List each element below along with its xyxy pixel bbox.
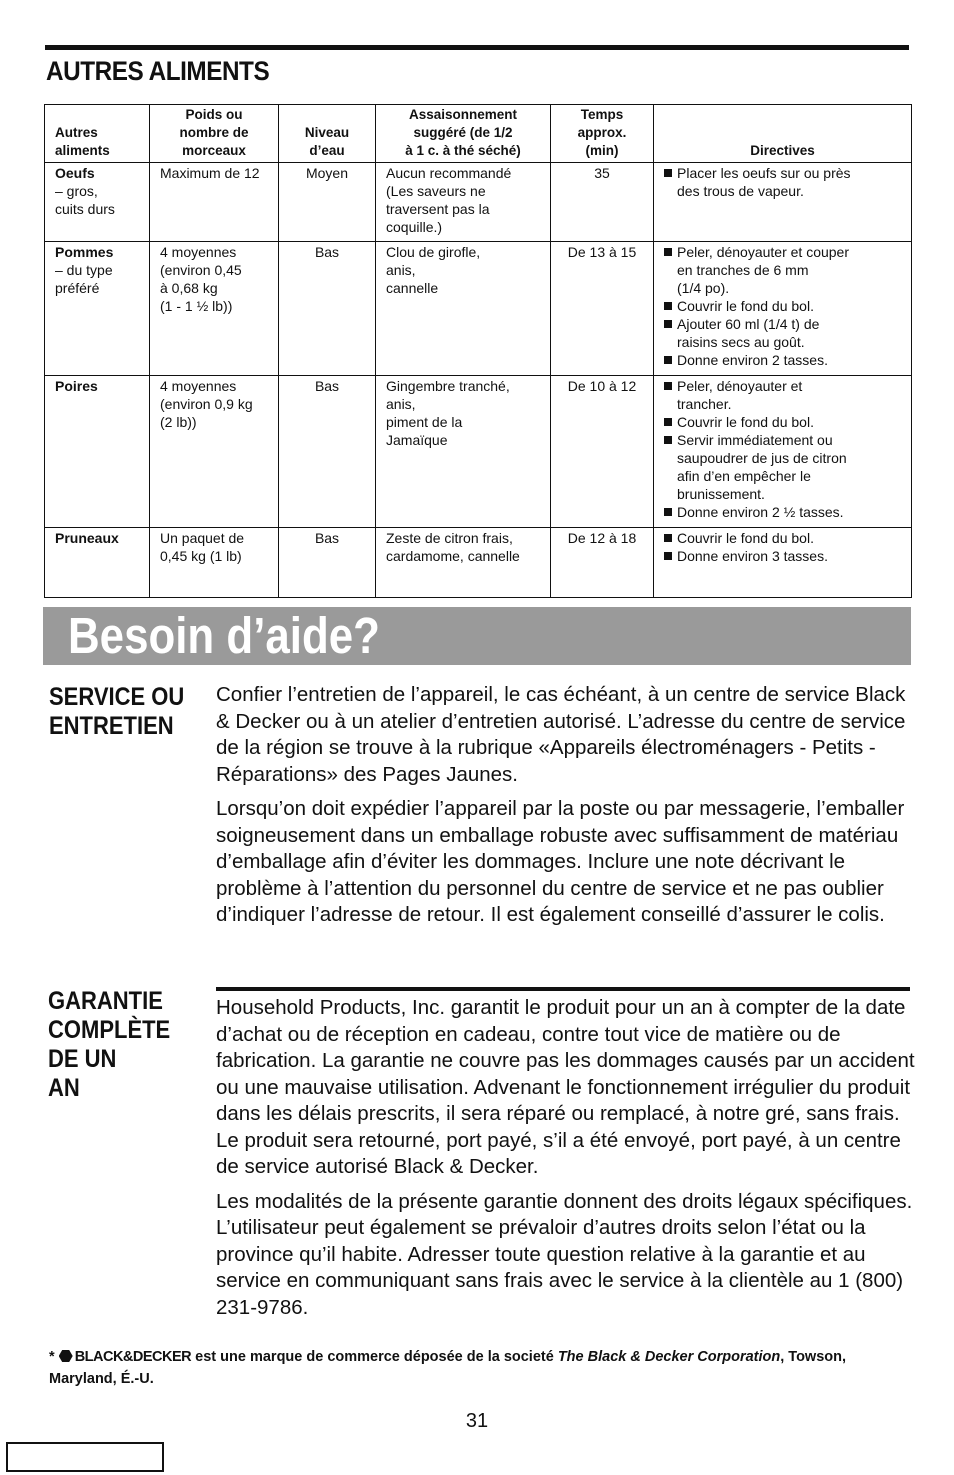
table-row — [45, 376, 912, 528]
directive-item: Donne environ 2 ½ tasses. — [664, 503, 901, 521]
brand-logo-text: BLACK&DECKER — [74, 1349, 192, 1365]
cell-assaisonnement: Gingembre tranché, anis, piment de la Jamaïque — [376, 376, 551, 528]
cell-poids: Maximum de 12 — [150, 163, 279, 242]
warranty-heading: GARANTIE COMPLÈTE DE UN AN — [48, 987, 171, 1102]
section-rule — [216, 987, 910, 991]
food-table — [44, 104, 912, 598]
cell-aliment — [45, 376, 150, 528]
cell-aliment — [45, 528, 150, 598]
directive-item: Peler, dénoyauter et trancher. — [664, 377, 901, 413]
food-name: Pruneaux — [55, 530, 119, 546]
directive-item: Peler, dénoyauter et couper en tranches de 6 mm (1/4 po). — [664, 243, 901, 297]
cell-poids: Un paquet de 0,45 kg (1 lb) — [150, 528, 279, 598]
header-aliments: Autres aliments — [45, 105, 150, 163]
footnote-location: , Towson, Maryland, É.-U. — [49, 1349, 847, 1387]
warranty-body — [216, 995, 916, 1321]
top-rule — [45, 45, 909, 50]
food-name: Oeufs — [55, 165, 95, 181]
cell-assaisonnement: Zeste de citron frais, cardamome, cannelle — [376, 528, 551, 598]
cell-temps: 35 — [551, 163, 654, 242]
footnote-text: est une marque de commerce déposée de la societé — [195, 1349, 554, 1365]
header-assaisonnement: Assaisonnement suggéré (de 1/2 à 1 c. à thé séché) — [376, 105, 551, 163]
directive-item: Couvrir le fond du bol. — [664, 413, 901, 431]
table-row — [45, 242, 912, 376]
page-number: 31 — [465, 1410, 489, 1432]
cell-directives — [654, 242, 912, 376]
cell-aliment — [45, 163, 150, 242]
cell-directives — [654, 163, 912, 242]
food-name: Poires — [55, 378, 98, 394]
cell-directives — [654, 376, 912, 528]
table-row — [45, 528, 912, 598]
service-paragraph: Lorsqu’on doit expédier l’appareil par la poste ou par messagerie, l’emballer soigneusement dans un emballage robuste avec suffisamment de matériau d’emballage afin d’éviter les dommages. Inclure une note décrivant le problème à l’attention du personnel du centre de service et ne pas oublier d’indiquer l’adresse de retour. Il est également conseillé d’assurer le colis. — [216, 797, 905, 926]
cell-niveau: Bas — [279, 528, 376, 598]
table-row — [45, 163, 912, 242]
help-banner-title: Besoin d’aide? — [68, 607, 380, 664]
food-name: Pommes — [55, 244, 114, 260]
directive-item: Couvrir le fond du bol. — [664, 297, 901, 315]
header-poids: Poids ou nombre de morceaux — [150, 105, 279, 163]
directive-item: Placer les oeufs sur ou près des trous de vapeur. — [664, 164, 901, 200]
cell-niveau: Bas — [279, 242, 376, 376]
footnote-star: * — [49, 1349, 55, 1365]
directive-item: Donne environ 3 tasses. — [664, 547, 901, 565]
service-paragraph: Confier l’entretien de l’appareil, le cas échéant, à un centre de service Black & Decker ou à un atelier d’entretien autorisé. L’adresse du centre de service de la région se trouve à la rubrique «Appareils électroménagers - Petits - Réparations» des Pages Jaunes. — [216, 683, 906, 786]
warranty-paragraph: Household Products, Inc. garantit le produit pour un an à compter de la date d’achat ou de réception en cadeau, contre tout vice de matière ou de fabrication. La garantie ne couvre pas les dommages causés par un accident ou une mauvaise utilisation. Advenant le fonctionnement irrégulier du produit dans les délais prescrits, il sera réparé ou remplacé, à notre gré, sans frais. Le produit sera retourné, port payé, s’il a été envoyé, port payé, à un centre de service autorisé Black & Decker. — [216, 996, 915, 1178]
service-heading: SERVICE OU ENTRETIEN — [49, 683, 185, 740]
header-directives: Directives — [654, 105, 912, 163]
cell-temps: De 10 à 12 — [551, 376, 654, 528]
service-body — [216, 682, 916, 929]
cell-assaisonnement: Aucun recommandé (Les saveurs ne traversent pas la coquille.) — [376, 163, 551, 242]
food-subtitle: – gros, cuits durs — [55, 183, 115, 217]
cell-aliment — [45, 242, 150, 376]
cell-niveau: Bas — [279, 376, 376, 528]
directive-item: Servir immédiatement ou saupoudrer de jus de citron afin d’en empêcher le brunissement. — [664, 431, 901, 503]
cell-niveau: Moyen — [279, 163, 376, 242]
cell-directives — [654, 528, 912, 598]
cell-poids: 4 moyennes (environ 0,9 kg (2 lb)) — [150, 376, 279, 528]
directive-item: Donne environ 2 tasses. — [664, 351, 901, 369]
cell-temps: De 12 à 18 — [551, 528, 654, 598]
trademark-footnote — [49, 1346, 909, 1390]
directive-item: Couvrir le fond du bol. — [664, 529, 901, 547]
header-temps: Temps approx. (min) — [551, 105, 654, 163]
table-header-row — [45, 105, 912, 163]
food-subtitle: – du type préféré — [55, 262, 113, 296]
header-niveau: Niveau d’eau — [279, 105, 376, 163]
cell-temps: De 13 à 15 — [551, 242, 654, 376]
section-title-autres-aliments: AUTRES ALIMENTS — [46, 56, 270, 86]
brand-hexagon-icon — [59, 1350, 73, 1362]
directive-item: Ajouter 60 ml (1/4 t) de raisins secs au goût. — [664, 315, 901, 351]
warranty-paragraph: Les modalités de la présente garantie donnent des droits légaux spécifiques. L’utilisateur peut également se prévaloir d’autres droits selon l’état ou la province qu’il habite. Adresser toute question relative à la garantie et au service en communiquant sans frais avec le service à la clientèle au 1 (800) 231-9786. — [216, 1189, 913, 1319]
cell-assaisonnement: Clou de girofle, anis, cannelle — [376, 242, 551, 376]
footnote-corporation: The Black & Decker Corporation — [557, 1349, 781, 1365]
corner-box — [6, 1442, 164, 1472]
cell-poids: 4 moyennes (environ 0,45 à 0,68 kg (1 - 1 ½ lb)) — [150, 242, 279, 376]
